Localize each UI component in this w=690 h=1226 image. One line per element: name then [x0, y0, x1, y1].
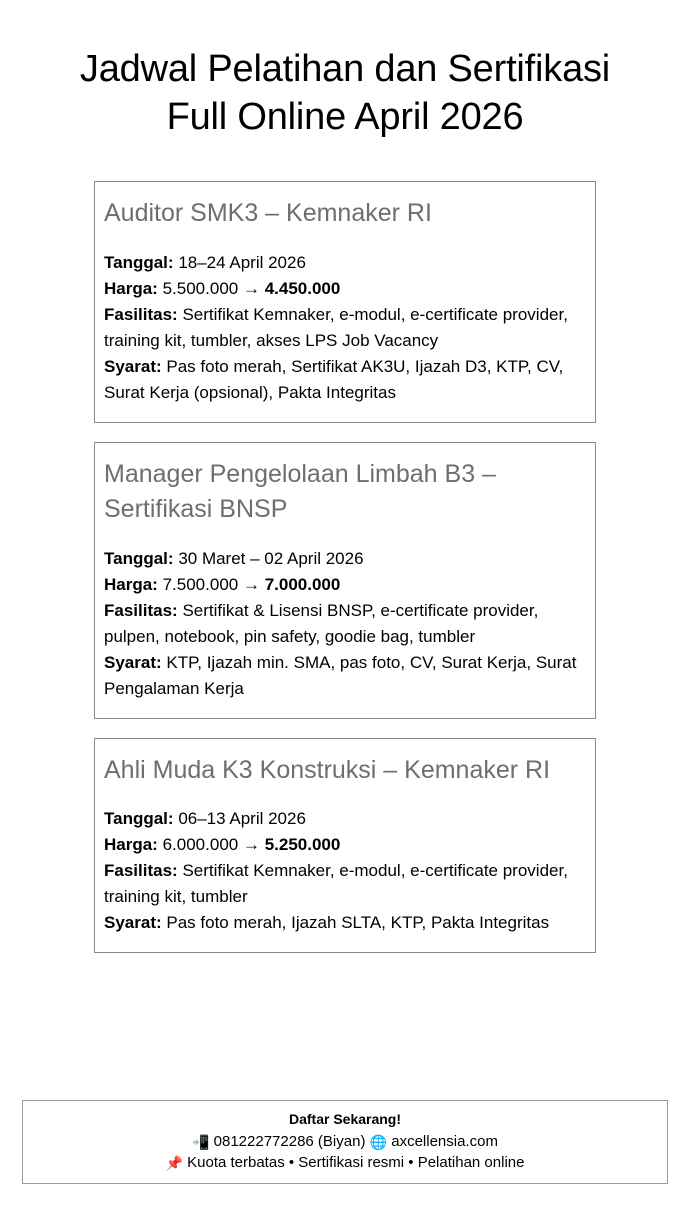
detail-label-tanggal: Tanggal:: [104, 252, 174, 272]
detail-value-fasilitas: Sertifikat & Lisensi BNSP, e-certificate provider, pulpen, notebook, pin safety, goodie bag, tumbler: [104, 600, 539, 646]
detail-label-tanggal: Tanggal:: [104, 548, 174, 568]
training-card[interactable]: [94, 442, 596, 719]
training-card-title: Manager Pengelolaan Limbah B3 – Sertifikasi BNSP: [104, 459, 496, 523]
detail-row-fasilitas: [104, 598, 586, 650]
price-discounted: 5.250.000: [264, 835, 341, 854]
price-original: 6.000.000: [162, 835, 239, 854]
detail-row-fasilitas: [104, 302, 586, 354]
footer-tagline-line: [33, 1152, 657, 1174]
detail-row-fasilitas: [104, 858, 586, 910]
price-arrow-icon: →: [242, 574, 260, 594]
training-card-title: Ahli Muda K3 Konstruksi – Kemnaker RI: [104, 755, 551, 784]
detail-row-syarat: [104, 650, 586, 702]
detail-value-syarat: Pas foto merah, Ijazah SLTA, KTP, Pakta Integritas: [166, 913, 550, 932]
contact-footer: [22, 1100, 668, 1184]
price-original: 7.500.000: [162, 574, 239, 594]
detail-label-fasilitas: Fasilitas:: [104, 861, 178, 880]
pushpin-icon: 📌: [165, 1156, 183, 1173]
detail-row-harga: [104, 832, 586, 858]
detail-label-fasilitas: Fasilitas:: [104, 304, 178, 324]
globe-icon: 🌐: [369, 1134, 388, 1151]
detail-row-tanggal: [104, 250, 586, 276]
training-card-list: [94, 181, 596, 953]
price-discounted: 7.000.000: [264, 574, 341, 594]
detail-label-syarat: Syarat:: [104, 652, 162, 672]
detail-label-harga: Harga:: [104, 278, 158, 298]
page-title-line-1: Jadwal Pelatihan dan Sertifikasi: [79, 48, 611, 90]
detail-row-tanggal: [104, 806, 586, 832]
detail-row-syarat: [104, 910, 586, 936]
detail-label-syarat: Syarat:: [104, 356, 162, 376]
footer-heading: Daftar Sekarang!: [288, 1111, 402, 1127]
detail-label-fasilitas: Fasilitas:: [104, 600, 178, 620]
training-card-body: [104, 794, 586, 936]
training-card-title: Auditor SMK3 – Kemnaker RI: [104, 199, 432, 227]
detail-row-harga: [104, 572, 586, 598]
detail-value-syarat: Pas foto merah, Sertifikat AK3U, Ijazah D3, KTP, CV, Surat Kerja (opsional), Pakta Integritas: [104, 356, 564, 402]
training-card[interactable]: [94, 738, 596, 954]
detail-row-tanggal: [104, 546, 586, 572]
detail-value-tanggal: 18–24 April 2026: [178, 252, 306, 272]
footer-tagline: Kuota terbatas • Sertifikasi resmi • Pelatihan online: [187, 1154, 525, 1172]
detail-label-harga: Harga:: [104, 835, 158, 854]
footer-contact-line: [33, 1131, 657, 1153]
price-arrow-icon: →: [242, 835, 260, 854]
detail-value-fasilitas: Sertifikat Kemnaker, e-modul, e-certificate provider, training kit, tumbler, akses LPS Job Vacancy: [104, 304, 568, 350]
training-card-body: [104, 238, 586, 406]
detail-value-tanggal: 30 Maret – 02 April 2026: [178, 548, 364, 568]
page-title-line-2: Full Online April 2026: [166, 95, 524, 138]
price-arrow-icon: →: [242, 278, 260, 298]
detail-row-syarat: [104, 354, 586, 406]
detail-value-syarat: KTP, Ijazah min. SMA, pas foto, CV, Surat Kerja, Surat Pengalaman Kerja: [104, 652, 577, 698]
detail-label-tanggal: Tanggal:: [104, 809, 174, 828]
website-link[interactable]: axcellensia.com: [391, 1132, 498, 1150]
detail-label-syarat: Syarat:: [104, 913, 162, 932]
phone-number[interactable]: 081222772286 (Biyan): [213, 1132, 366, 1150]
training-card[interactable]: [94, 181, 596, 423]
detail-label-harga: Harga:: [104, 574, 158, 594]
price-original: 5.500.000: [162, 278, 239, 298]
page-title: [0, 0, 690, 141]
price-discounted: 4.450.000: [264, 278, 341, 298]
detail-row-harga: [104, 276, 586, 302]
mobile-phone-icon: 📲: [192, 1134, 210, 1151]
detail-value-tanggal: 06–13 April 2026: [178, 809, 306, 828]
training-card-body: [104, 534, 586, 702]
detail-value-fasilitas: Sertifikat Kemnaker, e-modul, e-certificate provider, training kit, tumbler: [104, 861, 568, 906]
